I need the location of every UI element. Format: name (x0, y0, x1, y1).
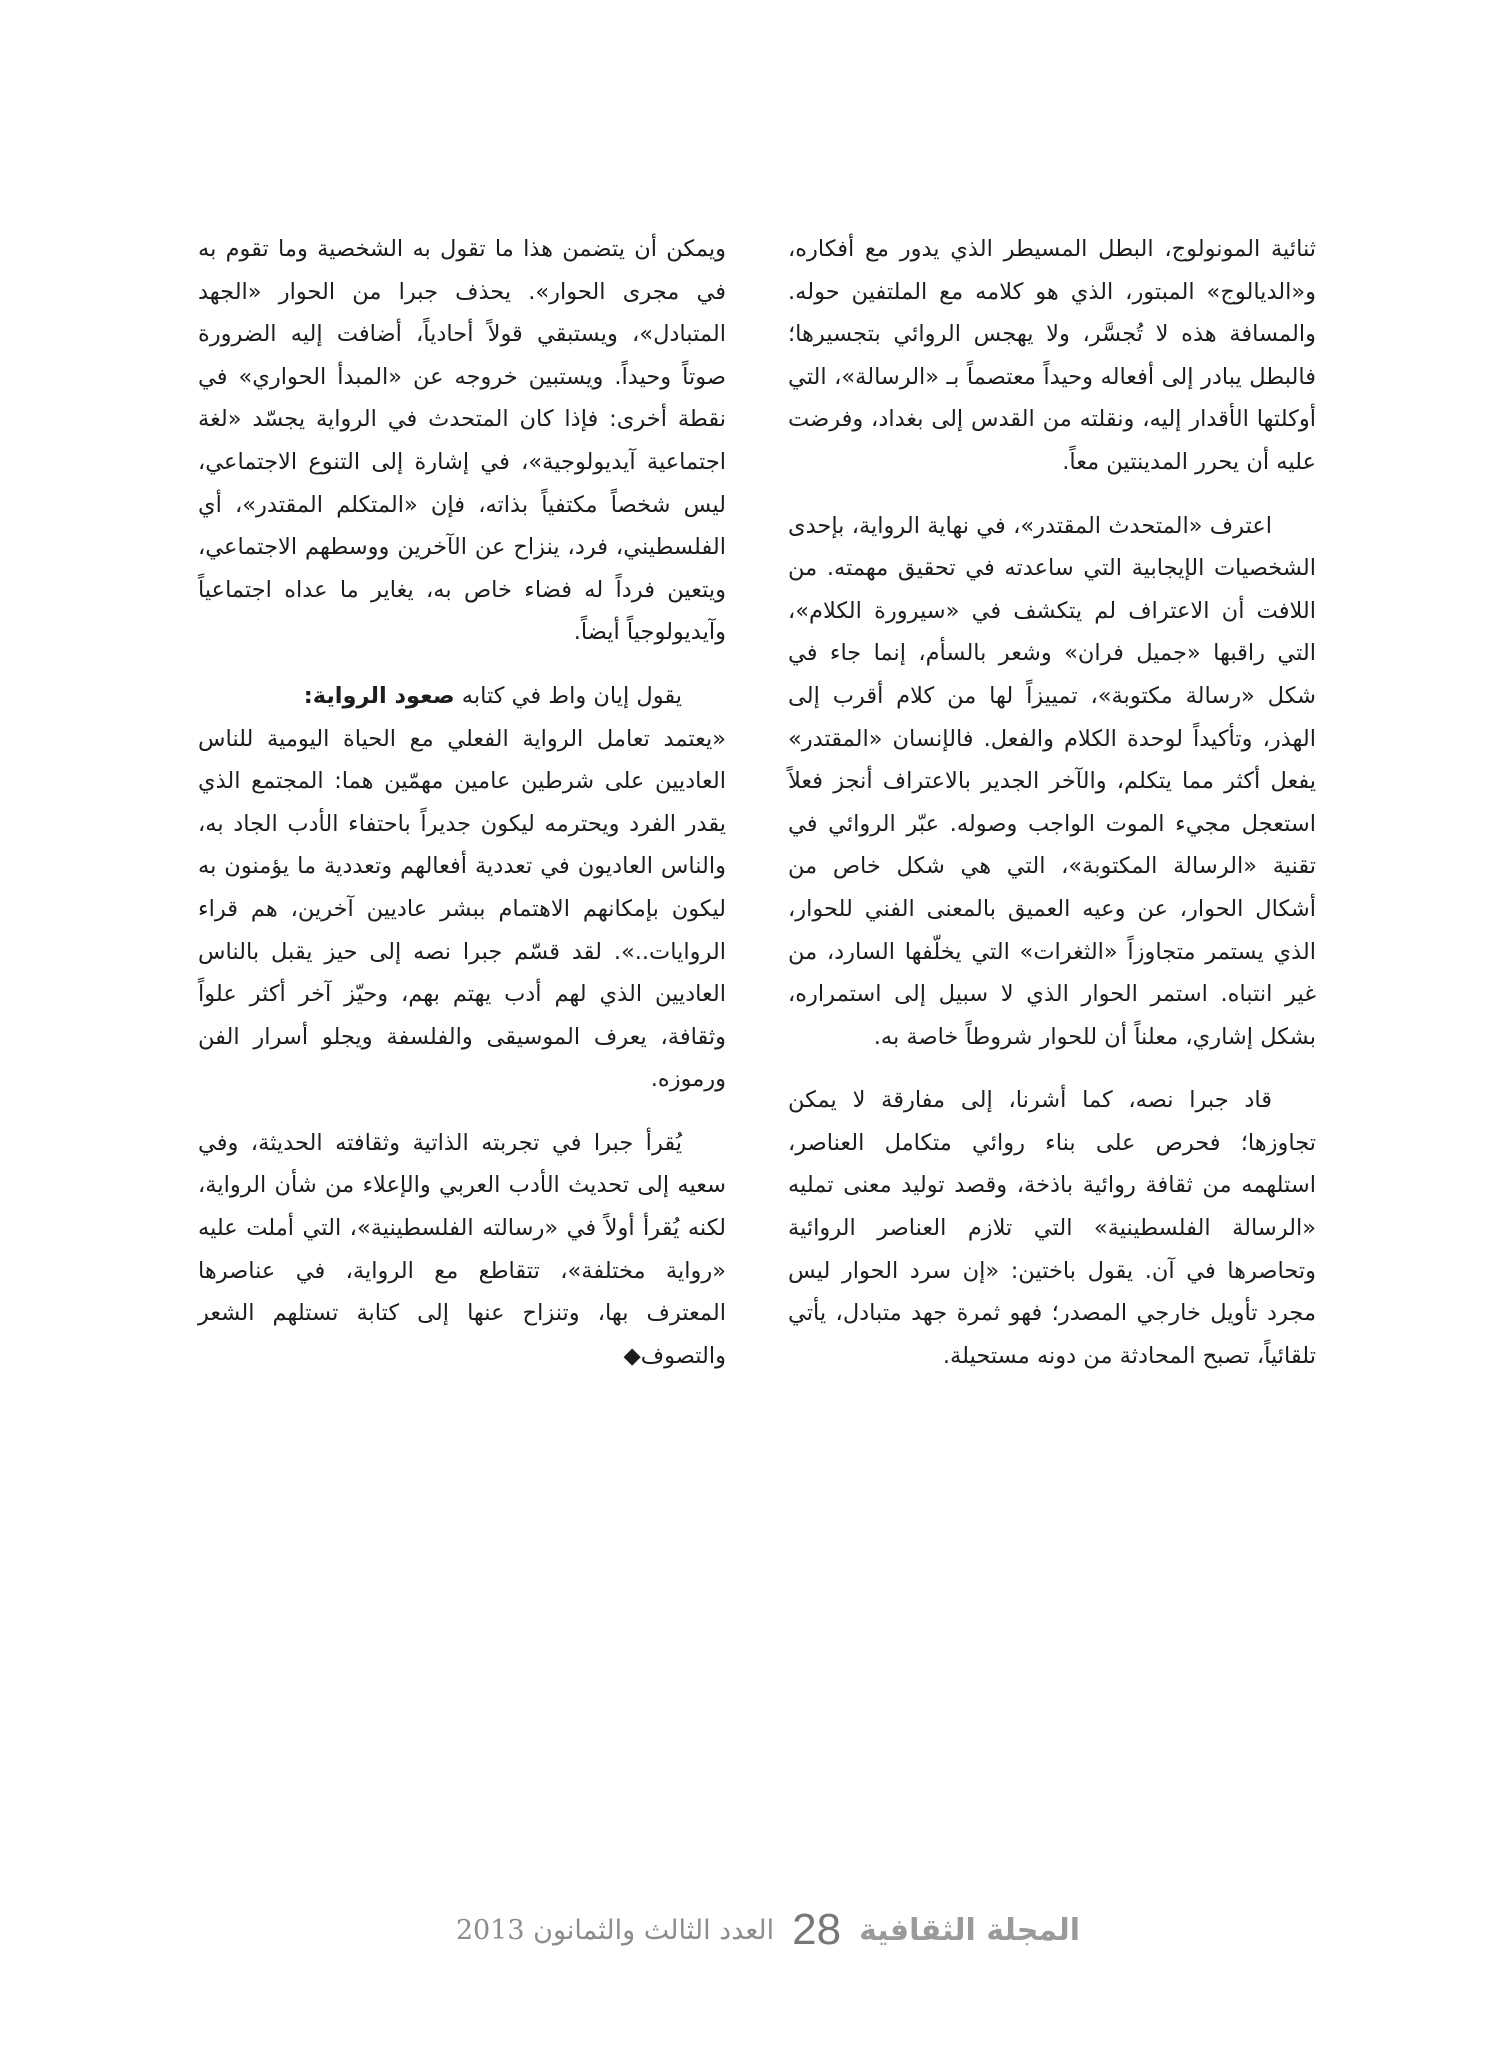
right-column (788, 228, 1316, 1398)
watt-quote-paragraph (198, 675, 726, 1101)
issue-label: العدد الثالث والثمانون 2013 (455, 1914, 775, 1946)
watt-intro: يقول إيان واط في كتابه (454, 682, 682, 709)
left-column (198, 228, 726, 1398)
magazine-name: المجلة الثقافية (859, 1912, 1080, 1948)
closing-paragraph (198, 1122, 726, 1378)
page-footer (440, 1905, 1080, 1955)
paragraph: ويمكن أن يتضمن هذا ما تقول به الشخصية وما تقوم به في مجرى الحوار». يحذف جبرا من الحوار «الجهد المتبادل»، ويستبقي قولاً أحادياً، أضافت إليه الضرورة صوتاً وحيداً. ويستبين خروجه عن «المبدأ الحواري» في نقطة أخرى: فإذا كان المتحدث في الرواية يجسّد «لغة اجتماعية آيديولوجية»، في إشارة إلى التنوع الاجتماعي، ليس شخصاً مكتفياً بذاته، فإن «المتكلم المقتدر»، أي الفلسطيني، فرد، ينزاح عن الآخرين ووسطهم الاجتماعي، ويتعين فرداً له فضاء خاص به، يغاير ما عداه اجتماعياً وآيديولوجياً أيضاً. (198, 236, 726, 646)
watt-quote: «يعتمد تعامل الرواية الفعلي مع الحياة اليومية للناس العاديين على شرطين عامين مهمّين هما: المجتمع الذي يقدر الفرد ويحترمه ليكون جديراً باحتفاء الأدب الجاد به، والناس العاديون في تعددية أفعالهم وتعددية ما يؤمنون به ليكون بإمكانهم الاهتمام ببشر عاديين آخرين، هم قراء الروايات..». لقد قسّم جبرا نصه إلى حيز يقبل بالناس العاديين الذي لهم أدب يهتم بهم، وحيّز آخر أكثر علواً وثقافة، يعرف الموسيقى والفلسفة ويجلو أسرار الفن ورموزه. (198, 725, 726, 1093)
page-number: 28 (792, 1905, 842, 1954)
book-title: صعود الرواية: (303, 682, 455, 709)
paragraph: ثنائية المونولوج، البطل المسيطر الذي يدور مع أفكاره، و«الديالوج» المبتور، الذي هو كلامه مع الملتفين حوله. والمسافة هذه لا تُجسَّر، ولا يهجس الروائي بتجسيرها؛ فالبطل يبادر إلى أفعاله وحيداً معتصماً بـ «الرسالة»، التي أوكلتها الأقدار إليه، ونقلته من القدس إلى بغداد، وفرضت عليه أن يحرر المدينتين معاً. (788, 236, 1316, 475)
closing-text: يُقرأ جبرا في تجربته الذاتية وثقافته الحديثة، وفي سعيه إلى تحديث الأدب العربي والإعلاء من شأن الرواية، لكنه يُقرأ أولاً في «رسالته الفلسطينية»، التي أملت عليه «رواية مختلفة»، تتقاطع مع الرواية، في عناصرها المعترف بها، وتنزاح عنها إلى كتابة تستلهم الشعر والتصوف (198, 1129, 726, 1369)
paragraph: اعترف «المتحدث المقتدر»، في نهاية الرواية، بإحدى الشخصيات الإيجابية التي ساعدته في تحقيق مهمته. من اللافت أن الاعتراف لم يتكشف في «سيرورة الكلام»، التي راقبها «جميل فران» وشعر بالسأم، إنما جاء في شكل «رسالة مكتوبة»، تمييزاً لها من كلام أقرب إلى الهذر، وتأكيداً لوحدة الكلام والفعل. فالإنسان «المقتدر» يفعل أكثر مما يتكلم، والآخر الجدير بالاعتراف أنجز فعلاً استعجل مجيء الموت الواجب وصوله. عبّر الروائي في تقنية «الرسالة المكتوبة»، التي هي شكل خاص من أشكال الحوار، عن وعيه العميق بالمعنى الفني للحوار، الذي يستمر متجاوزاً «الثغرات» التي يخلّفها السارد، من غير انتباه. استمر الحوار الذي لا سبيل إلى استمراره، بشكل إشاري، معلناً أن للحوار شروطاً خاصة به. (788, 512, 1316, 1050)
paragraph: قاد جبرا نصه، كما أشرنا، إلى مفارقة لا يمكن تجاوزها؛ فحرص على بناء روائي متكامل العناصر، استلهمه من ثقافة روائية باذخة، وقصد توليد معنى تمليه «الرسالة الفلسطينية» التي تلازم العناصر الروائية وتحاصرها في آن. يقول باختين: «إن سرد الحوار ليس مجرد تأويل خارجي المصدر؛ فهو ثمرة جهد متبادل، يأتي تلقائياً، تصبح المحادثة من دونه مستحيلة. (788, 1087, 1316, 1369)
end-mark-icon: ◆ (623, 1342, 641, 1369)
